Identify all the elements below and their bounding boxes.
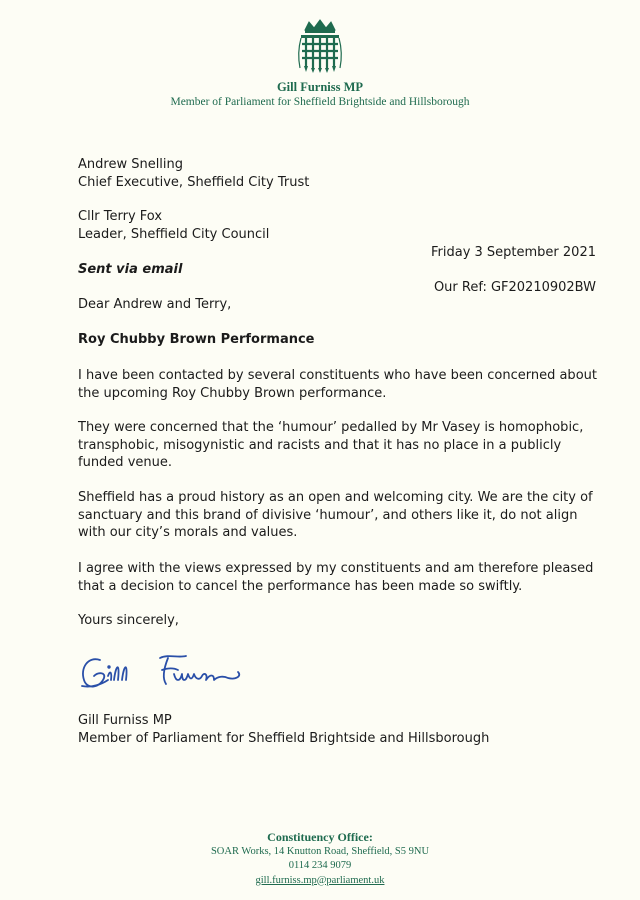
- recipient-name: Cllr Terry Fox: [78, 209, 163, 224]
- recipient-name: Andrew Snelling: [78, 157, 184, 172]
- paragraph-4: I agree with the views expressed by my constituents and am therefore pleased that a decision to cancel the performance has been made so swiftly.: [78, 561, 594, 594]
- recipient-title: Leader, Sheffield City Council: [78, 226, 270, 242]
- letterhead: [0, 18, 640, 108]
- signoff-role: Member of Parliament for Sheffield Brightside and Hillsborough: [78, 730, 490, 746]
- recipient-1: [78, 156, 598, 191]
- portcullis-icon: [295, 18, 345, 74]
- subject-line: Roy Chubby Brown Performance: [78, 332, 315, 347]
- letterhead-role: Member of Parliament for Sheffield Brightside and Hillsborough: [170, 96, 470, 108]
- sent-via-email: Sent via email: [78, 262, 183, 277]
- letterhead-name: Gill Furniss MP: [276, 80, 364, 94]
- footer: [0, 830, 640, 888]
- footer-email-link[interactable]: gill.furniss.mp@parliament.uk: [255, 874, 385, 886]
- footer-phone: 0114 234 9079: [288, 860, 352, 871]
- recipient-title: Chief Executive, Sheffield City Trust: [78, 174, 310, 190]
- recipient-2: [78, 208, 598, 243]
- paragraph-1: I have been contacted by several constituents who have been concerned about the upcoming Roy Chubby Brown performance.: [78, 368, 597, 401]
- letter-date: Friday 3 September 2021: [430, 245, 596, 260]
- footer-address: SOAR Works, 14 Knutton Road, Sheffield, S5 9NU: [210, 845, 430, 857]
- paragraph-3: Sheffield has a proud history as an open and welcoming city. We are the city of sanctuary and this brand of divisive ‘humour’, and others like it, do not align with our city’s morals and values.: [78, 490, 593, 540]
- signoff: [78, 712, 598, 747]
- handwritten-signature: [78, 650, 258, 700]
- signoff-name: Gill Furniss MP: [78, 713, 172, 728]
- paragraph-2: They were concerned that the ‘humour’ pedalled by Mr Vasey is homophobic, transphobic, misogynistic and racists and that it has no place in a publicly funded venue.: [78, 420, 584, 470]
- reference: Our Ref: GF20210902BW: [433, 280, 596, 295]
- closing: Yours sincerely,: [78, 613, 179, 628]
- salutation: Dear Andrew and Terry,: [78, 297, 232, 312]
- footer-title: Constituency Office:: [267, 830, 373, 844]
